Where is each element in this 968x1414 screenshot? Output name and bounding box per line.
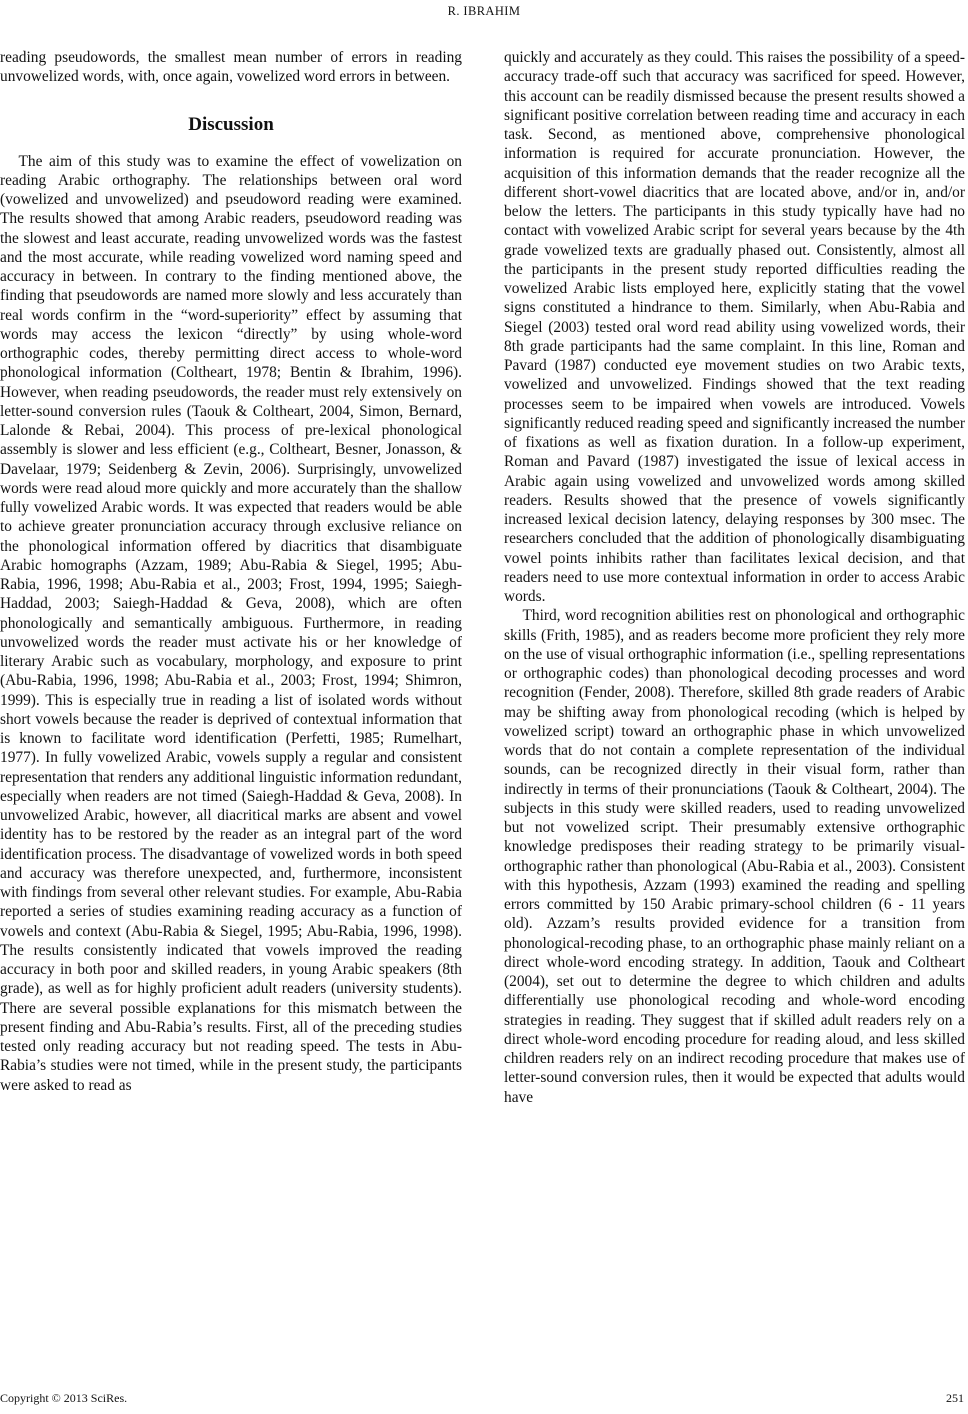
paragraph-discussion-1: The aim of this study was to examine the effect of vowelization on reading Arabic orthography. The relationships between oral word (vowelized and unvowelized) and pseudoword reading were examined. The results showed that among Arabic readers, pseudoword reading was the slowest and least accurate, reading unvowelized words was the fastest and the most accurate, while reading vowelized word naming speed and accuracy in between. In contrary to the finding mentioned above, the finding that pseudowords are named more slowly and less accurately than real words confirm in the “word-superiority” effect by assuming that words may access the lexicon “directly” by using whole-word orthographic codes, thereby permitting direct access to whole-word phonological information (Coltheart, 1978; Bentin & Ibrahim, 1996). However, when reading pseudowords, the reader must rely extensively on letter-sound conversion rules (Taouk & Coltheart, 2004, Simon, Bernard, Lalonde & Rebai, 2004). This process of pre-lexical phonological assembly is slower and less efficient (e.g., Coltheart, Besner, Jonasson, & Davelaar, 1979; Seidenberg & Zevin, 2006). Surprisingly, unvowelized words were read aloud more quickly and more accurately than the shallow fully vowelized Arabic words. It was expected that readers would be able to achieve greater pronunciation accuracy through exclusive reliance on the phonological information offered by diacritics that disambiguate Arabic homographs (Azzam, 1989; Abu-Rabia & Siegel, 1995; Abu-Rabia, 1996, 1998; Abu-Rabia et al., 2003; Frost, 1994, 1995; Saiegh-Haddad, 2003; Saiegh-Haddad & Geva, 2008), which are often phonologically and semantically ambiguous. Furthermore, in reading unvowelized words the reader must activate his or her knowledge of literary Arabic such as vocabulary, morphology, and exposure to print (Abu-Rabia, 1996, 1998; Abu-Rabia et al., 2003; Frost, 1994; Shimron, 1999). This is especially true in reading a list of isolated words without short vowels because the reader is deprived of contextual information that is known to facilitate word identification (Perfetti, 1985; Rumelhart, 1977). In fully vowelized Arabic, vowels supply a regular and consistent representation that renders any additional linguistic information redundant, especially when readers are not timed (Saiegh-Haddad & Geva, 2008). In unvowelized Arabic, however, all diacritical marks are absent and vowel identity has to be restored by the reader as an integral part of the word identification process. The disadvantage of vowelized words in both speed and accuracy was therefore unexpected, and, furthermore, inconsistent with findings from several other relevant studies. For example, Abu-Rabia reported a series of studies examining reading accuracy as a function of vowels and context (Abu-Rabia & Siegel, 1995; Abu-Rabia, 1996, 1998). The results consistently indicated that vowels improved the reading accuracy in both poor and skilled readers, in young Arabic speakers (8th grade), as well as for highly proficient adult readers (university students). There are several possible explanations for this mismatch between the present finding and Abu-Rabia’s results. First, all of the preceding studies tested only reading accuracy but not reading speed. The tests in Abu-Rabia’s studies were not timed, while in the present study, the participants were asked to read as [0,152,462,1094]
footer-page-number: 251 [946,1391,964,1405]
left-column [0,48,462,1095]
footer-copyright: Copyright © 2013 SciRes. [0,1391,128,1405]
right-column [504,48,965,1107]
running-head: R. IBRAHIM [447,4,521,18]
paragraph-third-explanation: Third, word recognition abilities rest on phonological and orthographic skills (Frith, 1985), and as readers become more proficient they rely more on the use of visual orthographic information (i.e., spelling representations or orthographic codes) than phonological decoding processes and word recognition (Fender, 2008). Therefore, skilled 8th grade readers of Arabic may be shifting away from phonological recoding (which is helped by vowelized script) toward an orthographic phase in which unvowelized words that do not contain a complete representation of the individual sounds, can be recognized directly in their visual form, rather than indirectly in terms of their pronunciations (Taouk & Coltheart, 2004). The subjects in this study were skilled readers, used to reading unvowelized but not vowelized script. Their presumably extensive orthographic knowledge predisposes their reading strategy to be primarily visual-orthographic rather than phonological (Abu-Rabia et al., 2003). Consistent with this hypothesis, Azzam (1993) examined the reading and spelling errors committed by 150 Arabic primary-school children (6 - 11 years old). Azzam’s results provided evidence for a transition from phonological-recoding phase, to an orthographic phase mainly reliant on a direct whole-word encoding strategy. In addition, Taouk and Coltheart (2004), set out to determine the degree to which children and adults differentially use phonological recoding and whole-word encoding strategies in reading. They suggest that if skilled adult readers rely on a direct whole-word encoding procedure for reading aloud, and less skilled children readers rely on an indirect recoding procedure that makes use of letter-sound conversion rules, then it would be expected that adults would have [504,607,965,1106]
paragraph-continuation: reading pseudowords, the smallest mean number of errors in reading unvowelized words, with, once again, vowelized word errors in between. [0,49,462,86]
paragraph-continuation-right: quickly and accurately as they could. This raises the possibility of a speed-accuracy trade-off such that accuracy was sacrificed for speed. However, this account can be readily dismissed because the present results showed a significant positive correlation between reading time and accuracy in each task. Second, as mentioned above, comprehensive phonological information is required for accurate pronunciation. However, the acquisition of this information demands that the reader recognize all the different short-vowel diacritics that are located above, and/or in, and/or below the letters. The participants in this study typically have had no contact with vowelized Arabic script for several years because by the 4th grade vowelized texts are gradually phased out. Consistently, almost all the participants in the present study reported difficulties reading the vowelized Arabic lists employed here, explicitly stating that the vowel signs constituted a hindrance to them. Similarly, when Abu-Rabia and Siegel (2003) tested oral word read ability using vowelized words, their 8th grade participants had the same complaint. In this line, Roman and Pavard (1987) conducted eye movement studies on two Arabic texts, vowelized and unvowelized. Findings showed that the text reading processes seem to be impaired when vowels are introduced. Vowels significantly reduced reading speed and significantly increased the number of fixations as well as fixation duration. In a follow-up experiment, Roman and Pavard (1987) investigated the issue of lexical access in Arabic again using vowelized and unvowelized words among skilled readers. Results showed that the presence of vowels significantly increased lexical decision latency, delaying responses by 300 msec. The researchers concluded that the addition of phonologically disambiguating vowel points inhibits rather than facilitates lexical decision, and that readers need to use more contextual information in order to access Arabic words. [504,49,965,605]
section-heading-discussion: Discussion [188,113,274,135]
